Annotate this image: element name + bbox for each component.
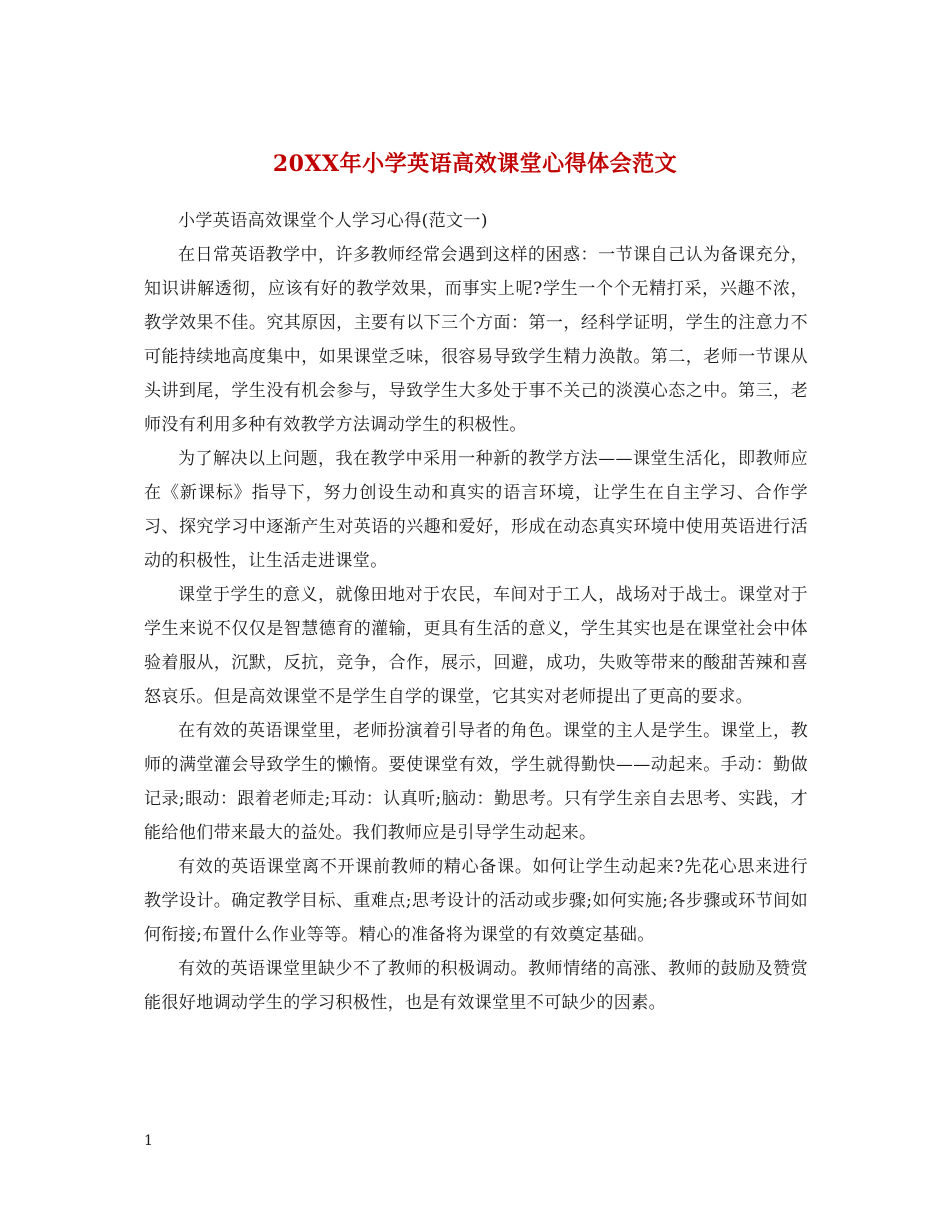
paragraph-3: 课堂于学生的意义，就像田地对于农民，车间对于工人，战场对于战士。课堂对于学生来说不仅仅是智慧德育的灌输，更具有生活的意义，学生其实也是在课堂社会中体验着服从，沉默，反抗，竞争，合作，展示，回避，成功，失败等带来的酸甜苦辣和喜怒哀乐。但是高效课堂不是学生自学的课堂，它其实对老师提出了更高的要求。: [144, 585, 808, 707]
paragraph-1: 在日常英语教学中，许多教师经常会遇到这样的困惑：一节课自己认为备课充分，知识讲解透彻，应该有好的教学效果，而事实上呢?学生一个个无精打采，兴趣不浓，教学效果不佳。究其原因，主要有以下三个方面：第一，经科学证明，学生的注意力不可能持续地高度集中，如果课堂乏味，很容易导致学生精力涣散。第二，老师一节课从头讲到尾，学生没有机会参与，导致学生大多处于事不关己的淡漠心态之中。第三，老师没有利用多种有效教学方法调动学生的积极性。: [144, 245, 808, 435]
paragraph-subtitle: 小学英语高效课堂个人学习心得(范文一): [178, 211, 488, 231]
paragraph-6: 有效的英语课堂里缺少不了教师的积极调动。教师情绪的高涨、教师的鼓励及赞赏能很好地调动学生的学习积极性，也是有效课堂里不可缺少的因素。: [144, 959, 808, 1013]
page-number: 1: [144, 1133, 153, 1149]
paragraph-4: 在有效的英语课堂里，老师扮演着引导者的角色。课堂的主人是学生。课堂上，教师的满堂灌会导致学生的懒惰。要使课堂有效，学生就得勤快——动起来。手动：勤做记录;眼动：跟着老师走;耳动：认真听;脑动：勤思考。只有学生亲自去思考、实践，才能给他们带来最大的益处。我们教师应是引导学生动起来。: [144, 721, 808, 843]
document-body: [144, 204, 808, 1020]
paragraph-2: 为了解决以上问题，我在教学中采用一种新的教学方法——课堂生活化，即教师应在《新课标》指导下，努力创设生动和真实的语言环境，让学生在自主学习、合作学习、探究学习中逐渐产生对英语的兴趣和爱好，形成在动态真实环境中使用英语进行活动的积极性，让生活走进课堂。: [144, 449, 808, 571]
paragraph-5: 有效的英语课堂离不开课前教师的精心备课。如何让学生动起来?先花心思来进行教学设计。确定教学目标、重难点;思考设计的活动或步骤;如何实施;各步骤或环节间如何衔接;布置什么作业等等。精心的准备将为课堂的有效奠定基础。: [144, 857, 808, 945]
document-title: 20XX年小学英语高效课堂心得体会范文: [272, 150, 678, 177]
